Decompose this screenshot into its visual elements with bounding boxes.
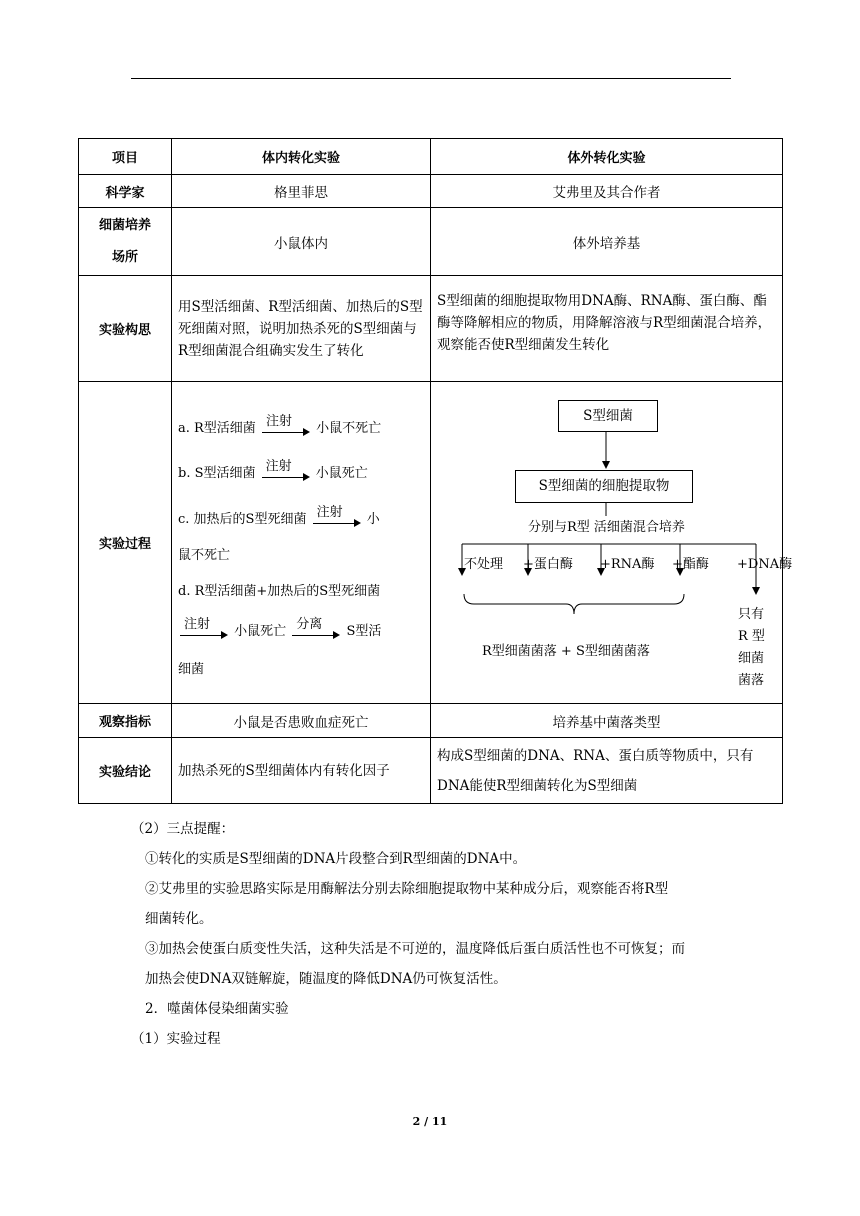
conclusion-in-vitro: 构成S型细菌的DNA、RNA、蛋白质等物质中，只有DNA能使R型细菌转化为S型细菌 [431, 738, 783, 804]
header-in-vitro: 体外转化实验 [431, 139, 783, 175]
line-c-result-start: 小 [366, 512, 380, 527]
row-indicator [79, 704, 783, 738]
row-process [79, 382, 783, 704]
arrow-label: 注射 [184, 616, 211, 632]
label-site-line1: 细菌培养 [98, 217, 151, 233]
arrow-label: 分离 [296, 616, 323, 632]
process-line-b [178, 458, 368, 481]
process-line-a [178, 413, 382, 436]
branch-protease: +蛋白酶 [523, 557, 573, 572]
flow-diagram [431, 382, 810, 702]
box-cell-extract: S型细菌的细胞提取物 [515, 470, 693, 503]
label-indicator: 观察指标 [79, 704, 172, 738]
notes-section [131, 814, 741, 1054]
result-mixed-colonies: R型细菌菌落 + S型细菌菌落 [482, 644, 650, 659]
arrow-inject-b [262, 458, 310, 481]
label-scientist: 科学家 [79, 175, 172, 208]
box-s-type-bacteria: S型细菌 [558, 400, 658, 432]
line-b-subject: b. S型活细菌 [178, 466, 256, 481]
note-3-line1: ③加热会使蛋白质变性失活，这种失活是不可逆的，温度降低后蛋白质活性也不可恢复；而 [145, 941, 685, 957]
line-a-subject: a. R型活细菌 [178, 421, 256, 436]
table-header-row [79, 139, 783, 175]
site-in-vivo: 小鼠体内 [172, 208, 431, 276]
result-dnase-line: R 型 [738, 629, 765, 644]
conclusion-in-vivo: 加热杀死的S型细菌体内有转化因子 [172, 738, 431, 804]
process-in-vivo [172, 382, 431, 704]
notes-heading: （2）三点提醒： [131, 821, 235, 837]
arrow-label: 注射 [265, 413, 292, 429]
result-dnase-line: 细菌 [738, 651, 765, 666]
label-process: 实验过程 [79, 382, 172, 704]
branch-dnase: +DNA酶 [737, 557, 793, 572]
section-heading: 2．噬菌体侵染细菌实验 [145, 1001, 289, 1017]
arrow-label: 注射 [316, 504, 343, 520]
page-number: 2 / 11 [412, 1115, 448, 1128]
arrow-separate-d [292, 616, 340, 639]
header-item: 项目 [79, 139, 172, 175]
arrow-inject-d [180, 616, 228, 639]
note-1: ①转化的实质是S型细菌的DNA片段整合到R型细菌的DNA中。 [145, 851, 527, 867]
comparison-table [78, 138, 793, 804]
subsection-heading: （1）实验过程 [131, 1031, 221, 1047]
label-design: 实验构思 [79, 276, 172, 382]
row-scientist [79, 175, 783, 208]
design-in-vitro: S型细菌的细胞提取物用DNA酶、RNA酶、蛋白酶、酯酶等降解相应的物质，用降解溶液与R型细菌混合培养，观察能否使R型细菌发生转化 [431, 276, 783, 382]
arrow-head-icon [221, 631, 228, 639]
arrow-inject-c [313, 504, 361, 527]
note-3-line2: 加热会使DNA双链解旋，随温度的降低DNA仍可恢复活性。 [145, 971, 507, 987]
row-design [79, 276, 783, 382]
header-in-vivo: 体内转化实验 [172, 139, 431, 175]
arrow-head-icon [333, 631, 340, 639]
site-in-vitro: 体外培养基 [431, 208, 783, 276]
process-in-vitro [431, 382, 793, 704]
label-site [79, 208, 172, 276]
line-d-result-start: S型活 [346, 624, 382, 639]
row-conclusion [79, 738, 783, 804]
note-2-line1: ②艾弗里的实验思路实际是用酶解法分别去除细胞提取物中某种成分后，观察能否将R型 [145, 881, 669, 897]
indicator-in-vitro: 培养基中菌落类型 [431, 704, 783, 738]
scientist-in-vitro: 艾弗里及其合作者 [431, 175, 783, 208]
process-line-d: d. R型活细菌+加热后的S型死细菌 [178, 584, 381, 599]
mix-label: 分别与R型 活细菌混合培养 [528, 520, 685, 535]
process-line-d-cont [178, 616, 382, 639]
design-in-vivo: 用S型活细菌、R型活细菌、加热后的S型死细菌对照，说明加热杀死的S型细菌与R型细菌混合组确实发生了转化 [172, 276, 431, 382]
line-c-subject: c. 加热后的S型死细菌 [178, 512, 307, 527]
line-a-result: 小鼠不死亡 [316, 421, 382, 436]
branch-rnase: +RNA酶 [600, 557, 655, 572]
result-dnase-line: 菌落 [738, 673, 765, 688]
scientist-in-vivo: 格里菲思 [172, 175, 431, 208]
arrow-label: 注射 [265, 458, 292, 474]
row-site [79, 208, 783, 276]
arrow-head-icon [303, 428, 310, 436]
branch-esterase: +酯酶 [672, 557, 709, 572]
indicator-in-vivo: 小鼠是否患败血症死亡 [172, 704, 431, 738]
line-d-mid: 小鼠死亡 [234, 624, 287, 639]
arrow-head-icon [354, 519, 361, 527]
branch-none: 不处理 [464, 557, 504, 572]
result-dnase-line: 只有 [738, 607, 765, 622]
process-line-d-end: 细菌 [178, 662, 205, 677]
arrow-inject-a [262, 413, 310, 436]
process-line-c [178, 504, 380, 527]
arrow-head-icon [303, 473, 310, 481]
header-rule [131, 78, 731, 79]
process-line-c-cont: 鼠不死亡 [178, 548, 231, 563]
line-b-result: 小鼠死亡 [315, 466, 368, 481]
label-site-line2: 场所 [111, 249, 138, 265]
result-dnase [738, 604, 765, 692]
note-2-line2: 细菌转化。 [145, 911, 213, 927]
label-conclusion: 实验结论 [79, 738, 172, 804]
